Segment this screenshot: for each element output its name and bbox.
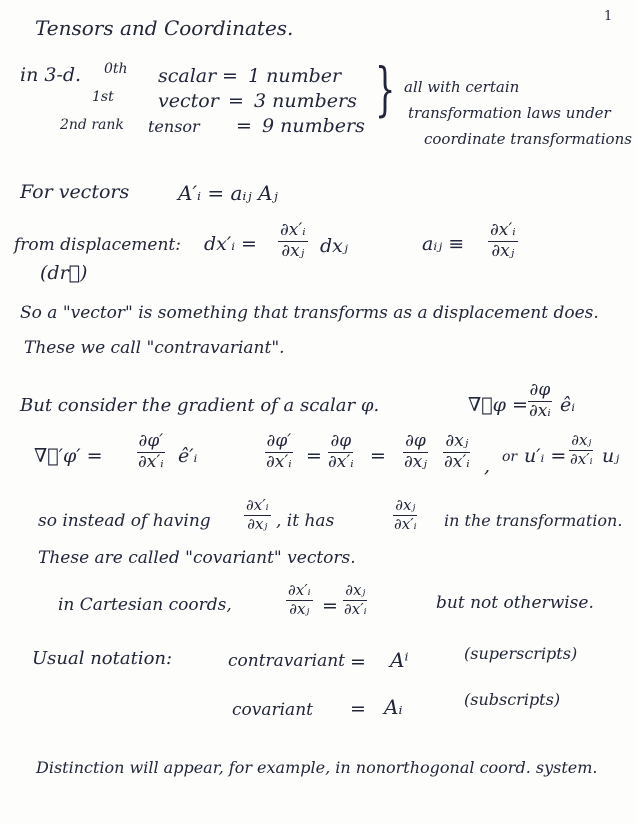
cartesian-tail: but not otherwise. [436, 593, 594, 613]
displacement-lhs: dx′ᵢ = [204, 233, 257, 255]
fraction-numerator: ∂φ′ [266, 431, 292, 451]
fraction-numerator: ∂x′ᵢ [288, 581, 311, 599]
chain-comma: , [484, 455, 491, 477]
fraction-numerator: ∂x′ᵢ [246, 496, 269, 514]
vectors-label: For vectors [20, 181, 130, 203]
instead-part-3: in the transformation. [444, 511, 623, 530]
rank-2: 2nd rank [60, 117, 124, 133]
displacement-fraction [278, 222, 308, 261]
fraction-denominator: ∂x′ᵢ [266, 451, 292, 472]
chain-fraction-3 [402, 433, 429, 472]
vectors-formula: A′ᵢ = aᵢⱼ Aⱼ [178, 181, 278, 205]
fraction-numerator: ∂φ [529, 380, 551, 400]
cartesian-fraction-2 [342, 583, 369, 618]
fraction-numerator: ∂xⱼ [445, 431, 469, 451]
covariant-note: (subscripts) [464, 690, 561, 709]
fraction-denominator: ∂x′ᵢ [138, 451, 164, 472]
prime-grad-lhs: ∇⃗′φ′ = [34, 445, 103, 467]
note-line-1: all with certain [404, 78, 520, 96]
displacement-label: from displacement: [14, 235, 181, 255]
page-title: Tensors and Coordinates. [35, 16, 294, 40]
fraction-denominator: ∂xⱼ [281, 240, 305, 261]
prime-grad-unit-vector: ê′ᵢ [178, 445, 198, 467]
contravariant-line-1: So a "vector" is something that transforms as a displacement does. [20, 303, 599, 323]
prime-grad-fraction [136, 433, 166, 472]
distinction-line: Distinction will appear, for example, in nonorthogonal coord. system. [36, 758, 598, 777]
rank-1-count: 3 numbers [254, 90, 357, 112]
contravariant-symbol: Aⁱ [390, 648, 409, 672]
cartesian-eq: = [322, 595, 338, 617]
fraction-numerator: ∂x′ᵢ [280, 220, 306, 240]
fraction-denominator: ∂xⱼ [247, 514, 268, 533]
aij-fraction [488, 222, 518, 261]
fraction-numerator: ∂x′ᵢ [490, 220, 516, 240]
rank-2-eq: = [236, 115, 252, 137]
fraction-numerator: ∂xⱼ [395, 496, 416, 514]
note-line-3: coordinate transformations [424, 130, 632, 148]
fraction-numerator: ∂φ [330, 431, 352, 451]
chain-fraction-1 [264, 433, 294, 472]
fraction-denominator: ∂x′ᵢ [570, 449, 593, 468]
rank-prefix: in 3-d. [20, 64, 82, 86]
gradient-line: But consider the gradient of a scalar φ. [20, 395, 380, 416]
contravariant-line-2: These we call "contravariant". [24, 338, 285, 358]
rank-0-eq: = [222, 65, 238, 87]
rank-2-name: tensor [148, 117, 200, 136]
instead-part-2: , it has [276, 511, 335, 531]
fraction-numerator: ∂xⱼ [345, 581, 366, 599]
grad-lhs: ∇⃗φ = [468, 394, 528, 416]
rank-2-count: 9 numbers [262, 115, 365, 137]
cartesian-fraction-1 [286, 583, 313, 618]
fraction-denominator: ∂x′ᵢ [444, 451, 470, 472]
fraction-denominator: ∂x′ᵢ [394, 514, 417, 533]
covariant-line: These are called "covariant" vectors. [38, 548, 356, 568]
chain-fraction-2 [326, 433, 356, 472]
notation-label: Usual notation: [32, 648, 173, 669]
instead-fraction-1 [244, 498, 271, 533]
fraction-numerator: ∂φ′ [138, 431, 164, 451]
fraction-numerator: ∂φ [405, 431, 426, 451]
fraction-denominator: ∂xⱼ [404, 451, 427, 472]
fraction-denominator: ∂x′ᵢ [328, 451, 354, 472]
note-line-2: transformation laws under [408, 104, 611, 122]
contravariant-note: (superscripts) [464, 644, 578, 663]
instead-part-1: so instead of having [38, 511, 211, 531]
rank-1: 1st [92, 89, 114, 105]
chain-eq-1: = [306, 445, 322, 467]
rank-0-count: 1 number [248, 65, 342, 87]
page-number: 1 [604, 9, 613, 24]
displacement-rhs: dxⱼ [320, 235, 348, 257]
fraction-denominator: ∂xᵢ [529, 400, 551, 421]
fraction-numerator: ∂xⱼ [571, 431, 592, 449]
covariant-eq: = [350, 698, 366, 720]
contravariant-word: contravariant [228, 651, 346, 671]
curly-brace-icon: } [375, 55, 396, 123]
contravariant-eq: = [350, 651, 366, 673]
rank-0-name: scalar [158, 65, 217, 87]
u-fraction [568, 433, 595, 468]
fraction-denominator: ∂xⱼ [289, 599, 310, 618]
rank-0: 0th [104, 61, 128, 77]
u-lhs: u′ᵢ = [524, 445, 567, 467]
rank-1-name: vector [158, 90, 219, 112]
rank-1-eq: = [228, 90, 244, 112]
chain-eq-2: = [370, 445, 386, 467]
displacement-sub: (dr⃗) [40, 262, 88, 284]
fraction-denominator: ∂xⱼ [491, 240, 515, 261]
cartesian-label: in Cartesian coords, [58, 595, 232, 615]
u-rhs: uⱼ [602, 445, 620, 467]
covariant-symbol: Aᵢ [384, 695, 403, 719]
chain-fraction-4 [442, 433, 472, 472]
or-word: or [502, 449, 518, 465]
grad-unit-vector: êᵢ [560, 394, 576, 416]
fraction-denominator: ∂x′ᵢ [344, 599, 367, 618]
grad-fraction [527, 382, 553, 421]
aij-lhs: aᵢⱼ ≡ [422, 233, 465, 255]
instead-fraction-2 [392, 498, 419, 533]
covariant-word: covariant [232, 700, 313, 720]
